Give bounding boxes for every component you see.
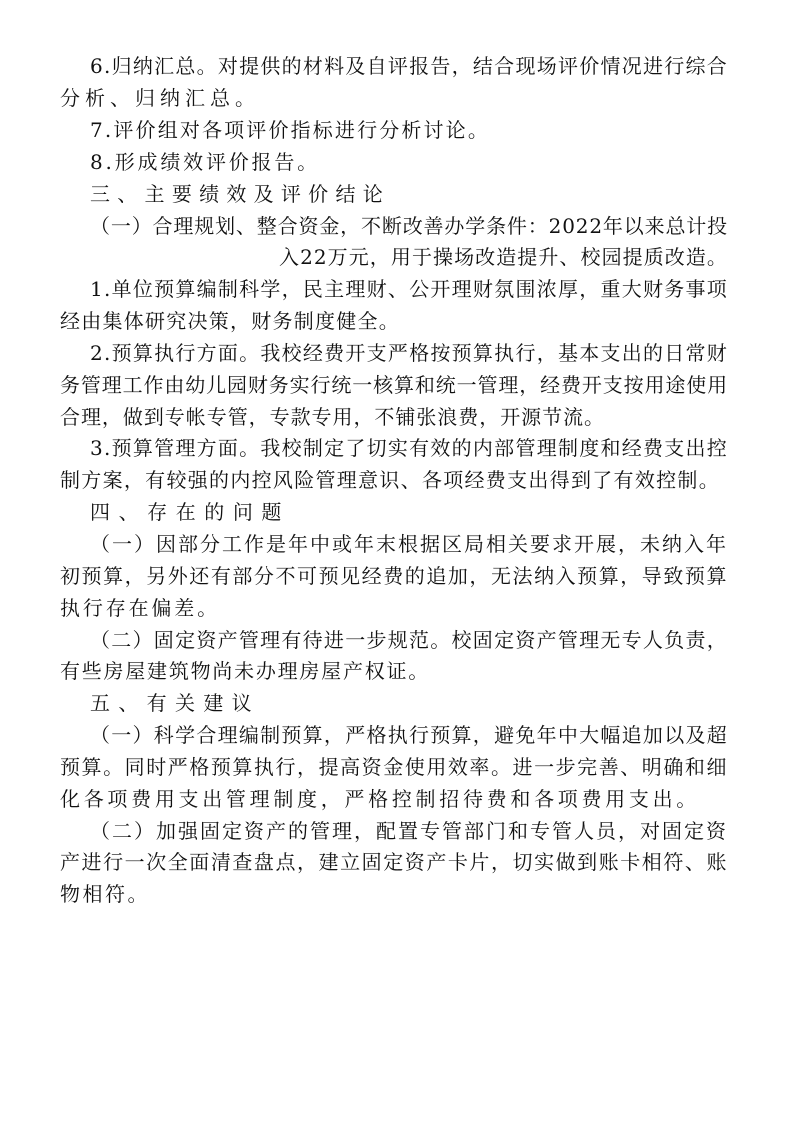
text-line: （一）因部分工作是年中或年末根据区局相关要求开展，未纳入年 — [90, 532, 728, 556]
text-line: 7.评价组对各项评价指标进行分析讨论。 — [90, 118, 490, 142]
text-line: 8.形成绩效评价报告。 — [90, 150, 320, 174]
text-line: 有些房屋建筑物尚未办理房屋产权证。 — [60, 659, 430, 683]
text-line: 经由集体研究决策，财务制度健全。 — [60, 309, 400, 333]
text-line: （一）合理规划、整合资金，不断改善办学条件：2022年以来总计投 — [90, 214, 728, 238]
text-line: 入22万元，用于操场改造提升、校园提质改造。 — [279, 245, 728, 269]
text-line: 分析、归纳汇总。 — [60, 86, 260, 110]
section-heading: 五、有关建议 — [90, 691, 260, 715]
text-line: 6.归纳汇总。对提供的材料及自评报告，结合现场评价情况进行综合 — [90, 54, 728, 78]
text-line: 3.预算管理方面。我校制定了切实有效的内部管理制度和经费支出控 — [90, 436, 728, 460]
text-line: （二）加强固定资产的管理，配置专管部门和专管人员，对固定资 — [90, 819, 728, 843]
section-heading: 三、主要绩效及评价结论 — [90, 182, 390, 206]
section-heading: 四、存在的问题 — [90, 500, 290, 524]
text-line: 制方案，有较强的内控风险管理意识、各项经费支出得到了有效控制。 — [60, 468, 720, 492]
text-line: 产进行一次全面清查盘点，建立固定资产卡片，切实做到账卡相符、账 — [60, 850, 728, 874]
text-line: 物相符。 — [60, 882, 150, 906]
text-line: 1.单位预算编制科学，民主理财、公开理财氛围浓厚，重大财务事项 — [90, 277, 728, 301]
text-line: （一）科学合理编制预算，严格执行预算，避免年中大幅追加以及超 — [90, 723, 728, 747]
text-line: （二）固定资产管理有待进一步规范。校固定资产管理无专人负责， — [90, 628, 728, 652]
text-line: 初预算，另外还有部分不可预见经费的追加，无法纳入预算，导致预算 — [60, 564, 728, 588]
text-line: 务管理工作由幼儿园财务实行统一核算和统一管理，经费开支按用途使用 — [60, 373, 728, 397]
text-line: 预算。同时严格预算执行，提高资金使用效率。进一步完善、明确和细 — [60, 755, 728, 779]
text-line: 2.预算执行方面。我校经费开支严格按预算执行，基本支出的日常财 — [90, 341, 728, 365]
text-line: 执行存在偏差。 — [60, 596, 220, 620]
text-line: 合理，做到专帐专管，专款专用，不铺张浪费，开源节流。 — [60, 405, 605, 429]
text-line: 化各项费用支出管理制度，严格控制招待费和各项费用支出。 — [60, 787, 700, 811]
